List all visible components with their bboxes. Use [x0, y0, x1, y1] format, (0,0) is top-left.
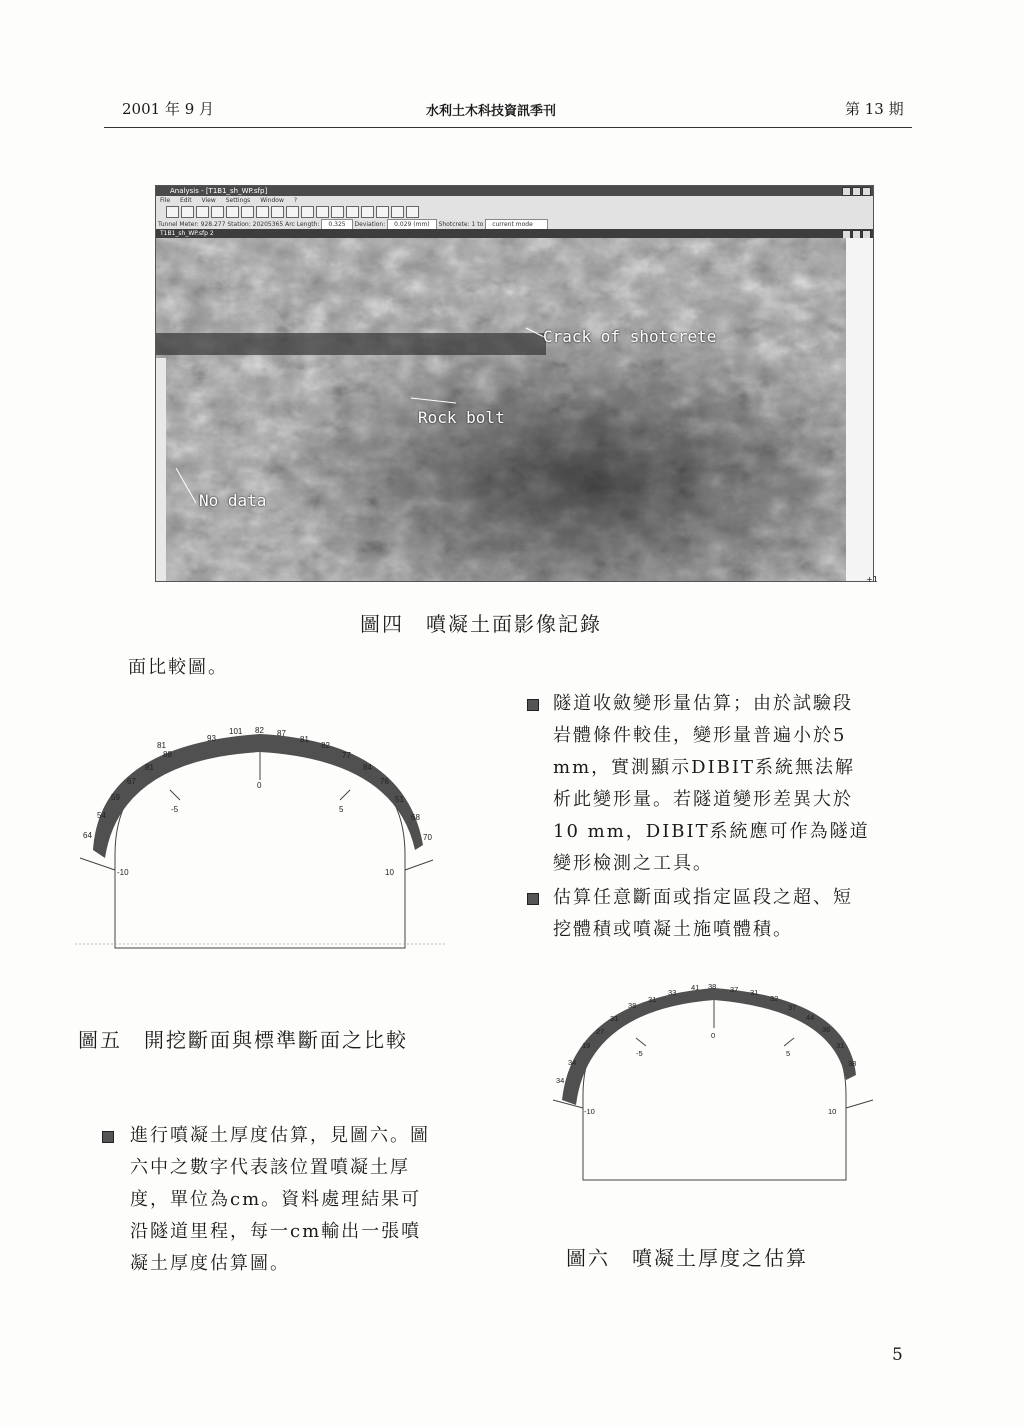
list-line: 10 mm，DIBIT系統應可作為隧道	[553, 821, 870, 842]
tool-button[interactable]	[271, 206, 284, 218]
axis-label: 0	[257, 781, 262, 790]
menu-view[interactable]: View	[201, 197, 216, 204]
left-bullet-list	[100, 1120, 490, 1280]
maximize-icon[interactable]	[852, 187, 861, 196]
list-line: 變形檢測之工具。	[553, 853, 713, 874]
label: 38	[628, 1001, 637, 1010]
label: 76	[380, 777, 389, 786]
label: 70	[423, 833, 432, 842]
label: 31	[648, 995, 657, 1004]
label: 31	[610, 1014, 619, 1023]
label: 101	[229, 727, 243, 736]
figure4-screenshot	[155, 185, 874, 582]
label: 27	[596, 1027, 605, 1036]
annotation-nodata: No data	[199, 491, 267, 510]
axis-label: -5	[171, 805, 179, 814]
list-line: 估算任意斷面或指定區段之超、短	[553, 887, 853, 908]
label: 81	[145, 763, 154, 772]
tool-button[interactable]	[361, 206, 374, 218]
label: 64	[83, 831, 92, 840]
shotcrete-value: Shotcrete: 1	[438, 221, 476, 228]
menu-file[interactable]: File	[160, 197, 171, 204]
list-line: mm，實測顯示DIBIT系統無法解	[553, 757, 856, 778]
deviation-label: Deviation:	[354, 221, 386, 228]
menu-settings[interactable]: Settings	[225, 197, 251, 204]
figure6-labels	[556, 982, 856, 1116]
annotation-crack: Crack of shotcrete	[543, 327, 717, 346]
header-issue: 第 13 期	[845, 100, 904, 118]
label: 31	[836, 1041, 845, 1050]
list-line: 挖體積或噴凝土施噴體積。	[553, 919, 793, 940]
arc-length-value[interactable]: 0.325	[321, 219, 352, 231]
figure6-diagram	[548, 980, 883, 1185]
label: 77	[342, 751, 351, 760]
menu-window[interactable]: Window	[260, 197, 284, 204]
label: 34	[568, 1058, 577, 1067]
tool-button[interactable]	[241, 206, 254, 218]
inner-window-title	[156, 229, 873, 238]
tool-button[interactable]	[196, 206, 209, 218]
label: 87	[277, 729, 286, 738]
list-line: 度，單位為cm。資料處理結果可	[130, 1189, 422, 1210]
axis-label: 10	[385, 868, 394, 877]
label: 54	[97, 811, 106, 820]
list-line: 岩體條件較佳，變形量普遍小於5	[553, 725, 847, 746]
mode-select[interactable]: current mode	[485, 219, 548, 231]
label: 33	[668, 988, 677, 997]
tool-button[interactable]	[166, 206, 179, 218]
bullet-icon	[527, 893, 539, 905]
axis-label: 5	[339, 805, 344, 814]
label: 37	[788, 1003, 797, 1012]
tool-button[interactable]	[376, 206, 389, 218]
list-item	[100, 1120, 490, 1280]
label: 38	[708, 982, 717, 991]
figure4-corner-mark: +1	[866, 575, 878, 584]
arc-length-label: Arc Length:	[285, 221, 320, 228]
header-date: 2001 年 9 月	[122, 100, 215, 118]
menu-edit[interactable]: Edit	[179, 197, 192, 204]
list-line: 六中之數字代表該位置噴凝土厚	[130, 1157, 410, 1178]
label: 88	[163, 750, 172, 759]
tool-button[interactable]	[406, 206, 419, 218]
label: 36	[822, 1025, 831, 1034]
menubar	[156, 196, 873, 205]
menu-help[interactable]: ?	[293, 197, 297, 204]
tunnel-meter: Tunnel Meter: 928.277	[158, 221, 226, 228]
toolbar	[156, 205, 873, 219]
tool-button[interactable]	[301, 206, 314, 218]
tool-button[interactable]	[316, 206, 329, 218]
label: 31	[750, 988, 759, 997]
label: 38	[848, 1059, 857, 1068]
window-controls	[841, 187, 871, 196]
figure5-caption: 圖五 開挖斷面與標準斷面之比較	[78, 1028, 408, 1052]
tool-button[interactable]	[211, 206, 224, 218]
left-intro-text: 面比較圖。	[128, 657, 228, 678]
label: 34	[556, 1076, 565, 1085]
label: 19	[582, 1041, 591, 1050]
label: 84	[363, 763, 372, 772]
list-line: 進行噴凝土厚度估算，見圖六。圖	[130, 1125, 430, 1146]
label: 82	[321, 741, 330, 750]
tool-button[interactable]	[286, 206, 299, 218]
label: 41	[691, 983, 700, 992]
label: 82	[255, 726, 264, 735]
app-title: Analysis - [T1B1_sh_WP.sfp]	[170, 187, 268, 195]
label: 93	[207, 734, 216, 743]
page-number: 5	[892, 1345, 903, 1365]
tool-button[interactable]	[181, 206, 194, 218]
list-item	[525, 882, 915, 946]
figure5-diagram	[75, 720, 445, 955]
axis-label: 5	[786, 1049, 791, 1058]
bullet-icon	[527, 699, 539, 711]
axis-label: -5	[636, 1049, 643, 1058]
minimize-icon[interactable]	[842, 187, 851, 196]
bullet-icon	[102, 1131, 114, 1143]
status-bar	[156, 219, 873, 229]
list-item	[525, 688, 915, 880]
label: 68	[411, 813, 420, 822]
label: 32	[770, 994, 779, 1003]
figure4-caption: 圖四 噴凝土面影像記錄	[360, 612, 602, 636]
tunnel-surface-image	[156, 238, 873, 581]
close-icon[interactable]	[862, 187, 871, 196]
list-line: 析此變形量。若隧道變形差異大於	[553, 789, 853, 810]
tool-button[interactable]	[256, 206, 269, 218]
axis-label: 0	[711, 1031, 716, 1040]
figure6-caption: 圖六 噴凝土厚度之估算	[566, 1246, 808, 1270]
tool-button[interactable]	[391, 206, 404, 218]
right-bullet-list	[525, 688, 915, 948]
label: 67	[127, 777, 136, 786]
deviation-value[interactable]: 0.029 (mm)	[387, 219, 436, 231]
axis-label: -10	[584, 1107, 595, 1116]
station: Station: 20205365	[227, 221, 284, 228]
annotation-rockbolt: Rock bolt	[418, 408, 505, 427]
axis-label: -10	[117, 868, 129, 877]
inner-title-text: T1B1_sh_WP.sfp 2	[160, 230, 214, 237]
rock-texture	[156, 238, 873, 581]
label: 81	[300, 735, 309, 744]
list-line: 隧道收斂變形量估算；由於試驗段	[553, 693, 853, 714]
label: 44	[806, 1013, 815, 1022]
list-line: 凝土厚度估算圖。	[130, 1253, 290, 1274]
list-line: 沿隧道里程，每一cm輸出一張噴	[130, 1221, 422, 1242]
header-journal: 水利土木科技資訊季刊	[426, 104, 557, 119]
tool-button[interactable]	[331, 206, 344, 218]
app-titlebar	[156, 186, 873, 196]
axis-label: 10	[828, 1107, 837, 1116]
label: 37	[730, 985, 739, 994]
tool-button[interactable]	[346, 206, 359, 218]
label: 81	[157, 741, 166, 750]
tool-button[interactable]	[226, 206, 239, 218]
header-rule	[104, 127, 912, 128]
label: 51	[395, 795, 404, 804]
label: 59	[111, 793, 120, 802]
to-label: to	[477, 221, 484, 228]
